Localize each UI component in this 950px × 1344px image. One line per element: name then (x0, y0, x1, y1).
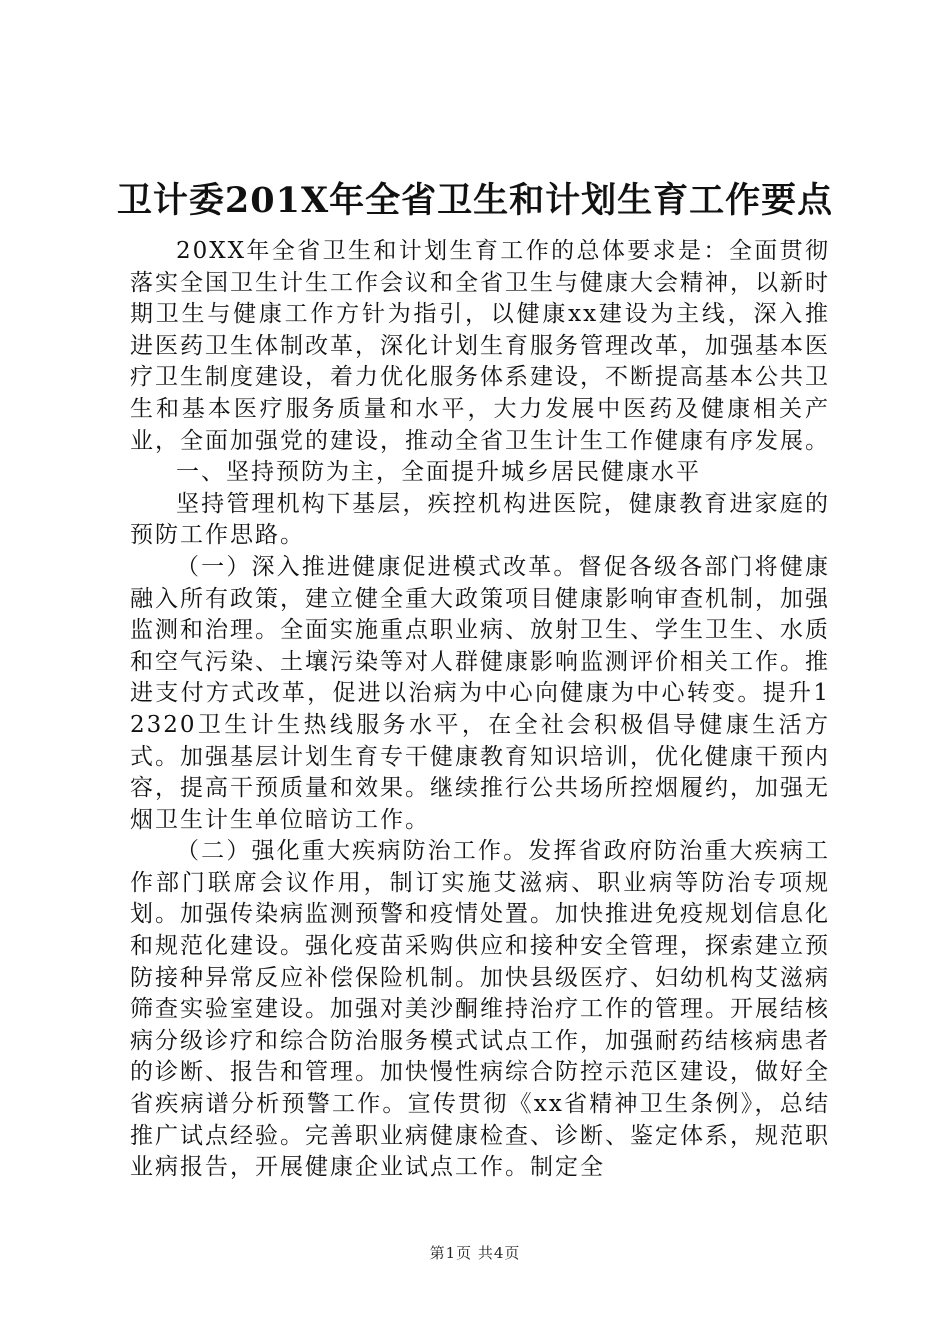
section-heading: 一、坚持预防为主，全面提升城乡居民健康水平 (176, 459, 701, 486)
document-body (130, 236, 830, 1184)
intro-paragraph: 20XX年全省卫生和计划生育工作的总体要求是：全面贯彻落实全国卫生计生工作会议和全省卫生与健康大会精神，以新时期卫生与健康工作方针为指引，以健康xx建设为主线，深入推进医药卫生体制改革，深化计划生育服务管理改革，加强基本医疗卫生制度建设，着力优化服务体系建设，不断提高基本公共卫生和基本医疗服务质量和水平，大力发展中医药及健康相关产业，全面加强党的建设，推动全省卫生计生工作健康有序发展。 (130, 238, 830, 454)
document-title: 卫计委201X年全省卫生和计划生育工作要点 (116, 180, 834, 221)
subsection-paragraph-1: （一）深入推进健康促进模式改革。督促各级各部门将健康融入所有政策，建立健全重大政策项目健康影响审查机制，加强监测和治理。全面实施重点职业病、放射卫生、学生卫生、水质和空气污染、土壤污染等对人群健康影响监测评价相关工作。推进支付方式改革，促进以治病为中心向健康为中心转变。提升12320卫生计生热线服务水平，在全社会积极倡导健康生活方式。加强基层计划生育专干健康教育知识培训，优化健康干预内容，提高干预质量和效果。继续推行公共场所控烟履约，加强无烟卫生计生单位暗访工作。 (130, 553, 830, 833)
section-intro-paragraph: 坚持管理机构下基层，疾控机构进医院，健康教育进家庭的预防工作思路。 (130, 490, 830, 549)
page-footer: 第1页 共4页 (429, 1244, 521, 1262)
subsection-paragraph-2: （二）强化重大疾病防治工作。发挥省政府防治重大疾病工作部门联席会议作用，制订实施艾滋病、职业病等防治专项规划。加强传染病监测预警和疫情处置。加快推进免疫规划信息化和规范化建设。强化疫苗采购供应和接种安全管理，探索建立预防接种异常反应补偿保险机制。加快县级医疗、妇幼机构艾滋病筛查实验室建设。加强对美沙酮维持治疗工作的管理。开展结核病分级诊疗和综合防治服务模式试点工作，加强耐药结核病患者的诊断、报告和管理。加快慢性病综合防控示范区建设，做好全省疾病谱分析预警工作。宣传贯彻《xx省精神卫生条例》，总结推广试点经验。完善职业病健康检查、诊断、鉴定体系，规范职业病报告，开展健康企业试点工作。制定全 (130, 838, 830, 1181)
